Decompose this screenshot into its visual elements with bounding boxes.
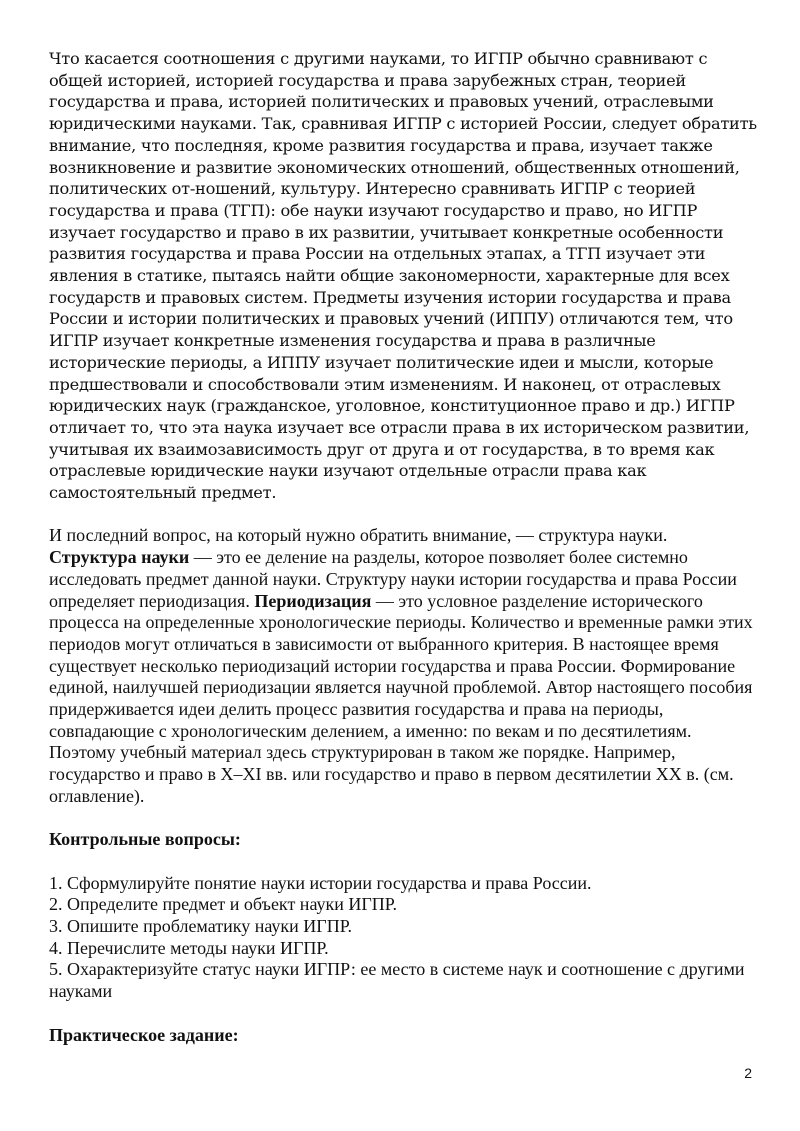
list-item: 4. Перечислите методы науки ИГПР. — [49, 937, 329, 958]
paragraph-gap — [49, 1003, 757, 1025]
paragraph-relations: Что касается соотношения с другими науками, то ИГПР обычно сравнивают с общей историей, историей государства и права зарубежных стран, теорией государства и права, историей политических и правовых учений, отраслевыми юридическими науками. Так, сравнивая ИГПР с историей России, следует обратить внимание, что последняя, кроме развития государства и права, изучает также возникновение и развитие экономических отношений, общественных отношений, политических от-ношений, культуру. Интересно сравнивать ИГПР с теорией государства и права (ТГП): обе науки изучают государство и право, но ИГПР изучает государство и право в их развитии, учитывает конкретные особенности развития государства и права России на отдельных этапах, а ТГП изучает эти явления в статике, пытаясь найти общие закономерности, характерные для всех государств и правовых систем. Предметы изучения истории государства и права России и истории политических и правовых учений (ИППУ) отличаются тем, что ИГПР изучает конкретные изменения государства и права в различные исторические периоды, а ИППУ изучает политические идеи и мысли, которые предшествовали и способствовали этим изменениям. И наконец, от отраслевых юридических наук (гражданское, уголовное, конституционное право и др.) ИГПР отличает то, что эта наука изучает все отрасли права в их историческом развитии, учитывая их взаимозависимость друг от друга и от государства, в то время как отраслевые юридические науки изучают отдельные отрасли права как самостоятельный предмет. — [49, 49, 757, 503]
practical-task-heading-text: Практическое задание: — [49, 1024, 239, 1045]
list-item: 5. Охарактеризуйте статус науки ИГПР: ее место в системе наук и соотношение с другими науками — [49, 959, 745, 1002]
periodization-definition: — это условное разделение исторического процесса на определенные хронологические периоды. Количество и временные рамки этих периодов могут отличаться в зависимости от выбранного критерия. В настоящее время существует несколько периодизаций истории государства и права России. Формирование единой, наилучшей периодизации является научной проблемой. Автор настоящего пособия придерживается идеи делить процесс развития государства и права на периоды, совпадающие с хронологическим делением, а именно: по векам и по десятилетиям. Поэтому учебный материал здесь структурирован в таком же порядке. Например, государство и право в X–XI вв. или государство и право в первом десятилетии XX в. (см. оглавление). — [49, 590, 753, 806]
page-number: 2 — [744, 1065, 752, 1081]
practical-task-heading — [49, 1025, 757, 1047]
paragraph-structure — [49, 525, 757, 807]
control-questions-heading — [49, 829, 757, 851]
list-item: 3. Опишите проблематику науки ИГПР. — [49, 916, 352, 937]
paragraph-gap — [49, 851, 757, 873]
term-structure: Структура науки — [49, 547, 190, 568]
structure-intro: И последний вопрос, на который нужно обратить внимание, — структура науки. — [49, 525, 668, 546]
list-item: 1. Сформулируйте понятие науки истории государства и права России. — [49, 872, 592, 893]
paragraph-gap — [49, 504, 757, 526]
term-periodization: Периодизация — [254, 590, 372, 611]
page-content — [49, 48, 757, 1046]
paragraph-gap — [49, 808, 757, 830]
list-item: 2. Определите предмет и объект науки ИГПР. — [49, 894, 398, 915]
structure-definition: — это ее деление на разделы, которое позволяет более системно исследовать предмет данной науки. Структуру науки истории государства и права России определяет периодизация. — [49, 547, 737, 611]
control-questions-list — [49, 873, 757, 1003]
control-questions-heading-text: Контрольные вопросы: — [49, 829, 241, 850]
